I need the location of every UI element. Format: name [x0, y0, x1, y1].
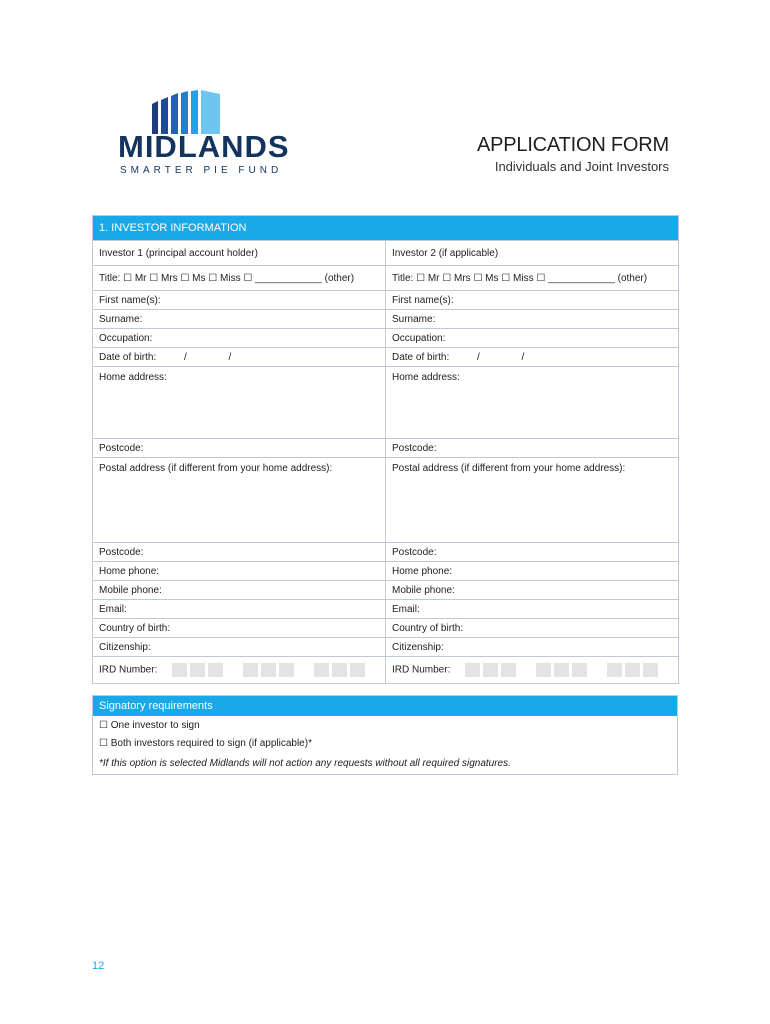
page-number: 12 [92, 960, 105, 972]
signatory-note: *If this option is selected Midlands will not action any requests without all required signatures. [93, 752, 678, 775]
investor1-ird-number-field[interactable] [93, 657, 386, 684]
investor2-citizenship-field[interactable]: Citizenship: [386, 638, 679, 657]
investor-information-table [92, 215, 679, 684]
investor2-surname-field[interactable]: Surname: [386, 310, 679, 329]
investor1-dob-field[interactable]: Date of birth: / / [93, 348, 386, 367]
investor1-first-names-field[interactable]: First name(s): [93, 291, 386, 310]
investor2-mobile-phone-field[interactable]: Mobile phone: [386, 581, 679, 600]
signatory-requirements-table [92, 695, 678, 775]
one-investor-checkbox[interactable]: ☐ One investor to sign [93, 716, 678, 734]
investor2-email-field[interactable]: Email: [386, 600, 679, 619]
signatory-heading: Signatory requirements [93, 696, 678, 717]
investor1-postcode-field[interactable]: Postcode: [93, 439, 386, 458]
ird-digit-boxes[interactable] [172, 663, 365, 677]
investor2-postal-postcode-field[interactable]: Postcode: [386, 543, 679, 562]
investor1-country-of-birth-field[interactable]: Country of birth: [93, 619, 386, 638]
investor2-occupation-field[interactable]: Occupation: [386, 329, 679, 348]
brand-name: MIDLANDS [118, 129, 290, 164]
page-title: APPLICATION FORM [476, 134, 669, 156]
investor2-postal-address-field[interactable]: Postal address (if different from your home address): [386, 458, 679, 543]
section-header-row [93, 216, 679, 241]
investor2-country-of-birth-field[interactable]: Country of birth: [386, 619, 679, 638]
ird-label: IRD Number: [99, 664, 158, 676]
ird-digit-boxes[interactable] [465, 663, 658, 677]
investor1-postal-address-field[interactable]: Postal address (if different from your home address): [93, 458, 386, 543]
investor1-title-field[interactable]: Title: ☐ Mr ☐ Mrs ☐ Ms ☐ Miss ☐ ____________ (other) [93, 266, 386, 291]
investor1-home-address-field[interactable]: Home address: [93, 367, 386, 439]
investor2-home-phone-field[interactable]: Home phone: [386, 562, 679, 581]
investor1-home-phone-field[interactable]: Home phone: [93, 562, 386, 581]
investor1-postal-postcode-field[interactable]: Postcode: [93, 543, 386, 562]
ird-label: IRD Number: [392, 664, 451, 676]
investor1-citizenship-field[interactable]: Citizenship: [93, 638, 386, 657]
buildings-logo-icon [152, 90, 222, 134]
investor2-first-names-field[interactable]: First name(s): [386, 291, 679, 310]
investor2-title-field[interactable]: Title: ☐ Mr ☐ Mrs ☐ Ms ☐ Miss ☐ ____________ (other) [386, 266, 679, 291]
investor1-occupation-field[interactable]: Occupation: [93, 329, 386, 348]
both-investors-checkbox[interactable]: ☐ Both investors required to sign (if applicable)* [93, 734, 678, 752]
page-subtitle: Individuals and Joint Investors [494, 159, 669, 174]
section-heading: 1. INVESTOR INFORMATION [93, 216, 679, 241]
brand-tagline: SMARTER PIE FUND [120, 165, 283, 176]
investor2-heading: Investor 2 (if applicable) [386, 241, 679, 266]
midlands-logo [118, 90, 290, 176]
investor2-postcode-field[interactable]: Postcode: [386, 439, 679, 458]
investor2-home-address-field[interactable]: Home address: [386, 367, 679, 439]
investor1-heading: Investor 1 (principal account holder) [93, 241, 386, 266]
investor2-ird-number-field[interactable] [386, 657, 679, 684]
investor1-email-field[interactable]: Email: [93, 600, 386, 619]
investor1-surname-field[interactable]: Surname: [93, 310, 386, 329]
investor2-dob-field[interactable]: Date of birth: / / [386, 348, 679, 367]
investor1-mobile-phone-field[interactable]: Mobile phone: [93, 581, 386, 600]
